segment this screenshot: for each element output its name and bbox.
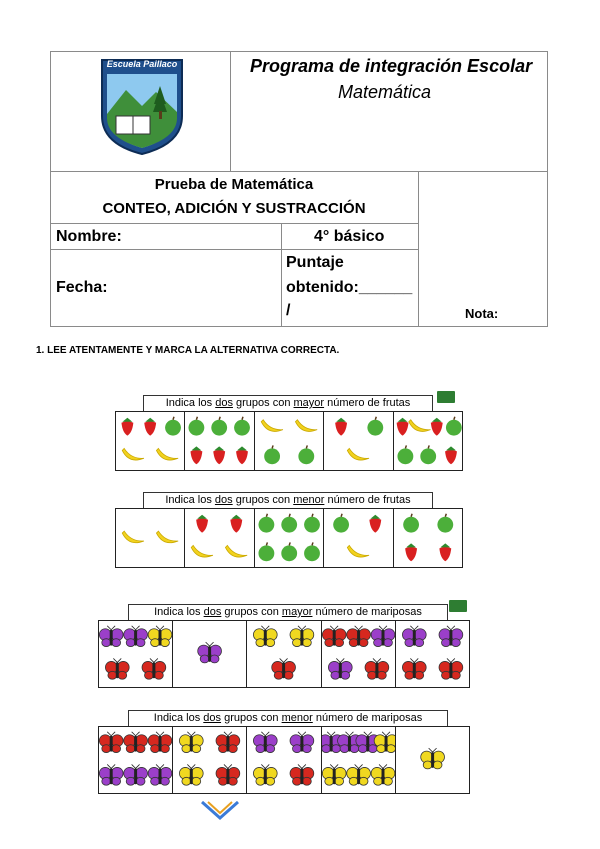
answer-option[interactable] bbox=[185, 509, 254, 567]
purple-butterfly-icon bbox=[402, 626, 426, 647]
answer-option[interactable] bbox=[247, 621, 321, 687]
divider bbox=[230, 51, 231, 171]
yellow-butterfly-icon bbox=[180, 764, 204, 785]
school-logo bbox=[98, 56, 186, 156]
banana-icon bbox=[348, 448, 370, 460]
purple-butterfly-icon bbox=[371, 626, 395, 647]
apple-icon bbox=[397, 445, 413, 464]
strawberry-icon bbox=[231, 515, 243, 533]
answer-option[interactable] bbox=[99, 621, 173, 687]
banana-icon bbox=[408, 420, 430, 432]
yellow-butterfly-icon bbox=[180, 732, 204, 753]
answer-option[interactable] bbox=[396, 727, 469, 793]
yellow-butterfly-icon bbox=[374, 732, 395, 753]
apple-icon bbox=[281, 514, 297, 533]
divider bbox=[50, 171, 548, 172]
score-label-2: obtenido:______ bbox=[286, 279, 413, 296]
answer-grid bbox=[115, 411, 463, 471]
program-title: Programa de integración Escolar bbox=[250, 56, 533, 76]
question-title: Indica los dos grupos con menor número de mariposas bbox=[128, 710, 448, 726]
strawberry-icon bbox=[445, 446, 457, 464]
school-name: Escuela Paillaco bbox=[106, 59, 178, 69]
badge-icon bbox=[437, 391, 455, 403]
answer-grid bbox=[115, 508, 463, 568]
red-butterfly-icon bbox=[365, 658, 389, 679]
question-title: Indica los dos grupos con mayor número de frutas bbox=[143, 395, 433, 411]
answer-option[interactable] bbox=[116, 412, 185, 470]
purple-butterfly-icon bbox=[148, 764, 172, 785]
strawberry-icon bbox=[405, 543, 417, 561]
answer-option[interactable] bbox=[255, 412, 324, 470]
purple-butterfly-icon bbox=[439, 626, 463, 647]
answer-option[interactable] bbox=[173, 621, 247, 687]
red-butterfly-icon bbox=[216, 732, 240, 753]
name-label: Nombre: bbox=[56, 228, 122, 245]
strawberry-icon bbox=[430, 418, 442, 436]
answer-grid bbox=[98, 620, 470, 688]
score-label-1: Puntaje bbox=[286, 254, 344, 271]
footer-logo-icon bbox=[200, 800, 240, 820]
divider bbox=[50, 223, 418, 224]
red-butterfly-icon bbox=[124, 732, 148, 753]
divider bbox=[281, 223, 282, 327]
red-butterfly-icon bbox=[402, 658, 426, 679]
strawberry-icon bbox=[236, 446, 248, 464]
strawberry-icon bbox=[191, 446, 203, 464]
answer-option[interactable] bbox=[185, 412, 254, 470]
banana-icon bbox=[156, 531, 178, 543]
red-butterfly-icon bbox=[216, 764, 240, 785]
red-butterfly-icon bbox=[346, 626, 370, 647]
answer-option[interactable] bbox=[99, 727, 173, 793]
date-label: Fecha: bbox=[56, 279, 108, 296]
yellow-butterfly-icon bbox=[254, 764, 278, 785]
red-butterfly-icon bbox=[105, 658, 129, 679]
grade-value: 4° básico bbox=[314, 228, 385, 245]
red-butterfly-icon bbox=[322, 626, 346, 647]
apple-icon bbox=[420, 445, 436, 464]
answer-option[interactable] bbox=[247, 727, 321, 793]
test-topic: CONTEO, ADICIÓN Y SUSTRACCIÓN bbox=[102, 200, 366, 217]
purple-butterfly-icon bbox=[124, 764, 148, 785]
grade-label: Nota: bbox=[465, 306, 499, 321]
strawberry-icon bbox=[121, 418, 133, 436]
purple-butterfly-icon bbox=[124, 626, 148, 647]
apple-icon bbox=[437, 514, 453, 533]
red-butterfly-icon bbox=[272, 658, 296, 679]
purple-butterfly-icon bbox=[328, 658, 352, 679]
apple-icon bbox=[258, 514, 274, 533]
score-label-3: / bbox=[286, 302, 291, 319]
strawberry-icon bbox=[197, 515, 209, 533]
question-title: Indica los dos grupos con menor número de frutas bbox=[143, 492, 433, 508]
apple-icon bbox=[264, 445, 280, 464]
apple-icon bbox=[304, 542, 320, 561]
answer-option[interactable] bbox=[324, 412, 393, 470]
yellow-butterfly-icon bbox=[254, 626, 278, 647]
apple-icon bbox=[189, 417, 205, 436]
answer-option[interactable] bbox=[396, 621, 469, 687]
test-title: Prueba de Matemática bbox=[154, 176, 314, 193]
red-butterfly-icon bbox=[99, 732, 123, 753]
purple-butterfly-icon bbox=[99, 626, 123, 647]
yellow-butterfly-icon bbox=[371, 764, 395, 785]
answer-option[interactable] bbox=[394, 412, 462, 470]
banana-icon bbox=[192, 545, 214, 557]
subject-title: Matemática bbox=[338, 82, 432, 102]
red-butterfly-icon bbox=[290, 764, 314, 785]
yellow-butterfly-icon bbox=[346, 764, 370, 785]
yellow-butterfly-icon bbox=[421, 748, 445, 769]
purple-butterfly-icon bbox=[290, 732, 314, 753]
apple-icon bbox=[403, 514, 419, 533]
red-butterfly-icon bbox=[142, 658, 166, 679]
answer-grid bbox=[98, 726, 470, 794]
badge-icon bbox=[449, 600, 467, 612]
strawberry-icon bbox=[370, 515, 382, 533]
purple-butterfly-icon bbox=[254, 732, 278, 753]
apple-icon bbox=[304, 514, 320, 533]
apple-icon bbox=[368, 417, 384, 436]
answer-option[interactable] bbox=[394, 509, 462, 567]
banana-icon bbox=[348, 545, 370, 557]
apple-icon bbox=[281, 542, 297, 561]
banana-icon bbox=[261, 420, 283, 432]
divider bbox=[50, 249, 418, 250]
apple-icon bbox=[298, 445, 314, 464]
purple-butterfly-icon bbox=[99, 764, 123, 785]
yellow-butterfly-icon bbox=[148, 626, 172, 647]
answer-option[interactable] bbox=[173, 727, 247, 793]
apple-icon bbox=[165, 417, 181, 436]
answer-option[interactable] bbox=[116, 509, 185, 567]
instruction: 1. LEE ATENTAMENTE Y MARCA LA ALTERNATIVA CORRECTA. bbox=[36, 345, 340, 356]
banana-icon bbox=[226, 545, 248, 557]
red-butterfly-icon bbox=[439, 658, 463, 679]
answer-option[interactable] bbox=[322, 727, 396, 793]
strawberry-icon bbox=[144, 418, 156, 436]
red-butterfly-icon bbox=[148, 732, 172, 753]
banana-icon bbox=[295, 420, 317, 432]
answer-option[interactable] bbox=[255, 509, 324, 567]
apple-icon bbox=[235, 417, 251, 436]
strawberry-icon bbox=[335, 418, 347, 436]
yellow-butterfly-icon bbox=[322, 764, 346, 785]
answer-option[interactable] bbox=[322, 621, 396, 687]
answer-option[interactable] bbox=[324, 509, 393, 567]
yellow-butterfly-icon bbox=[290, 626, 314, 647]
strawberry-icon bbox=[439, 543, 451, 561]
banana-icon bbox=[122, 448, 144, 460]
apple-icon bbox=[212, 417, 228, 436]
apple-icon bbox=[333, 514, 349, 533]
question-title: Indica los dos grupos con mayor número de mariposas bbox=[128, 604, 448, 620]
apple-icon bbox=[258, 542, 274, 561]
strawberry-icon bbox=[396, 418, 408, 436]
banana-icon bbox=[156, 448, 178, 460]
divider bbox=[418, 171, 419, 327]
purple-butterfly-icon bbox=[198, 642, 222, 663]
strawberry-icon bbox=[214, 446, 226, 464]
apple-icon bbox=[446, 417, 462, 436]
banana-icon bbox=[122, 531, 144, 543]
